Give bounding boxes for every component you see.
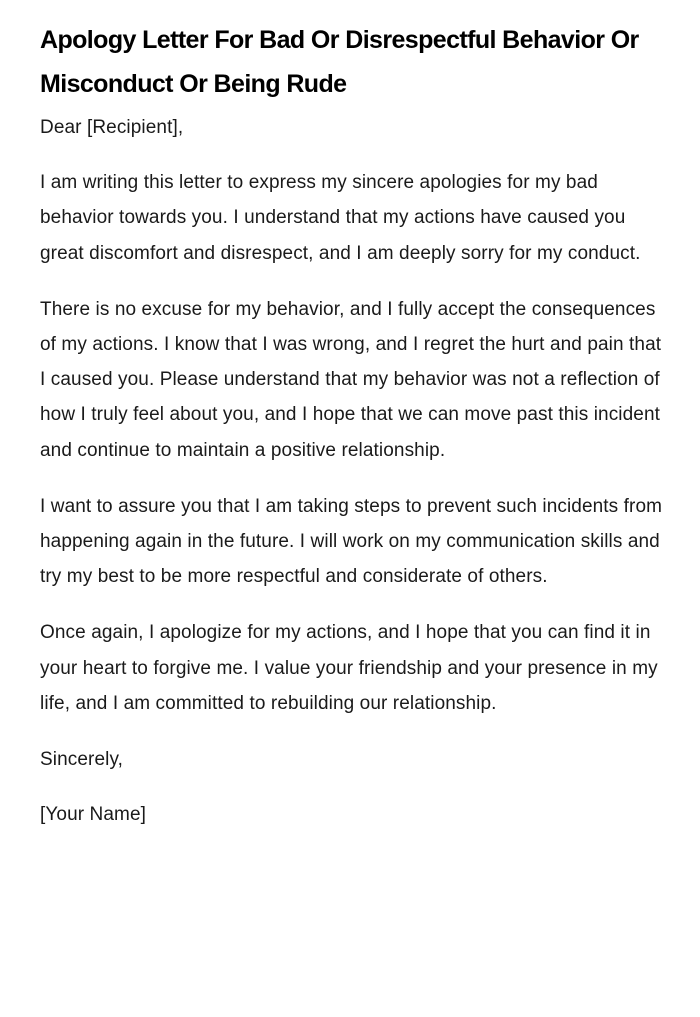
letter-closing: Sincerely,	[40, 749, 124, 771]
letter-paragraph-1: I am writing this letter to express my sincere apologies for my bad behavior towards you. I understand that my actions have caused you great discomfort and disrespect, and I am deeply sorry for my conduct.	[40, 172, 641, 264]
letter-paragraph-2: There is no excuse for my behavior, and I fully accept the consequences of my actions. I know that I was wrong, and I regret the hurt and pain that I caused you. Please understand that my behavior was not a reflection of how I truly feel about you, and I hope that we can move past this incident and continue to maintain a positive relationship.	[40, 298, 662, 461]
page-title: Apology Letter For Bad Or Disrespectful Behavior Or Misconduct Or Being Rude	[40, 26, 639, 98]
letter-paragraph-4: Once again, I apologize for my actions, and I hope that you can find it in your heart to forgive me. I value your friendship and your presence in my life, and I am committed to rebuilding our relationship.	[40, 622, 658, 714]
letter-greeting: Dear [Recipient],	[40, 117, 184, 138]
letter-document	[40, 18, 670, 832]
letter-signature: [Your Name]	[40, 804, 147, 826]
letter-paragraph-3: I want to assure you that I am taking steps to prevent such incidents from happening again in the future. I will work on my communication skills and try my best to be more respectful and considerate of others.	[40, 495, 663, 588]
